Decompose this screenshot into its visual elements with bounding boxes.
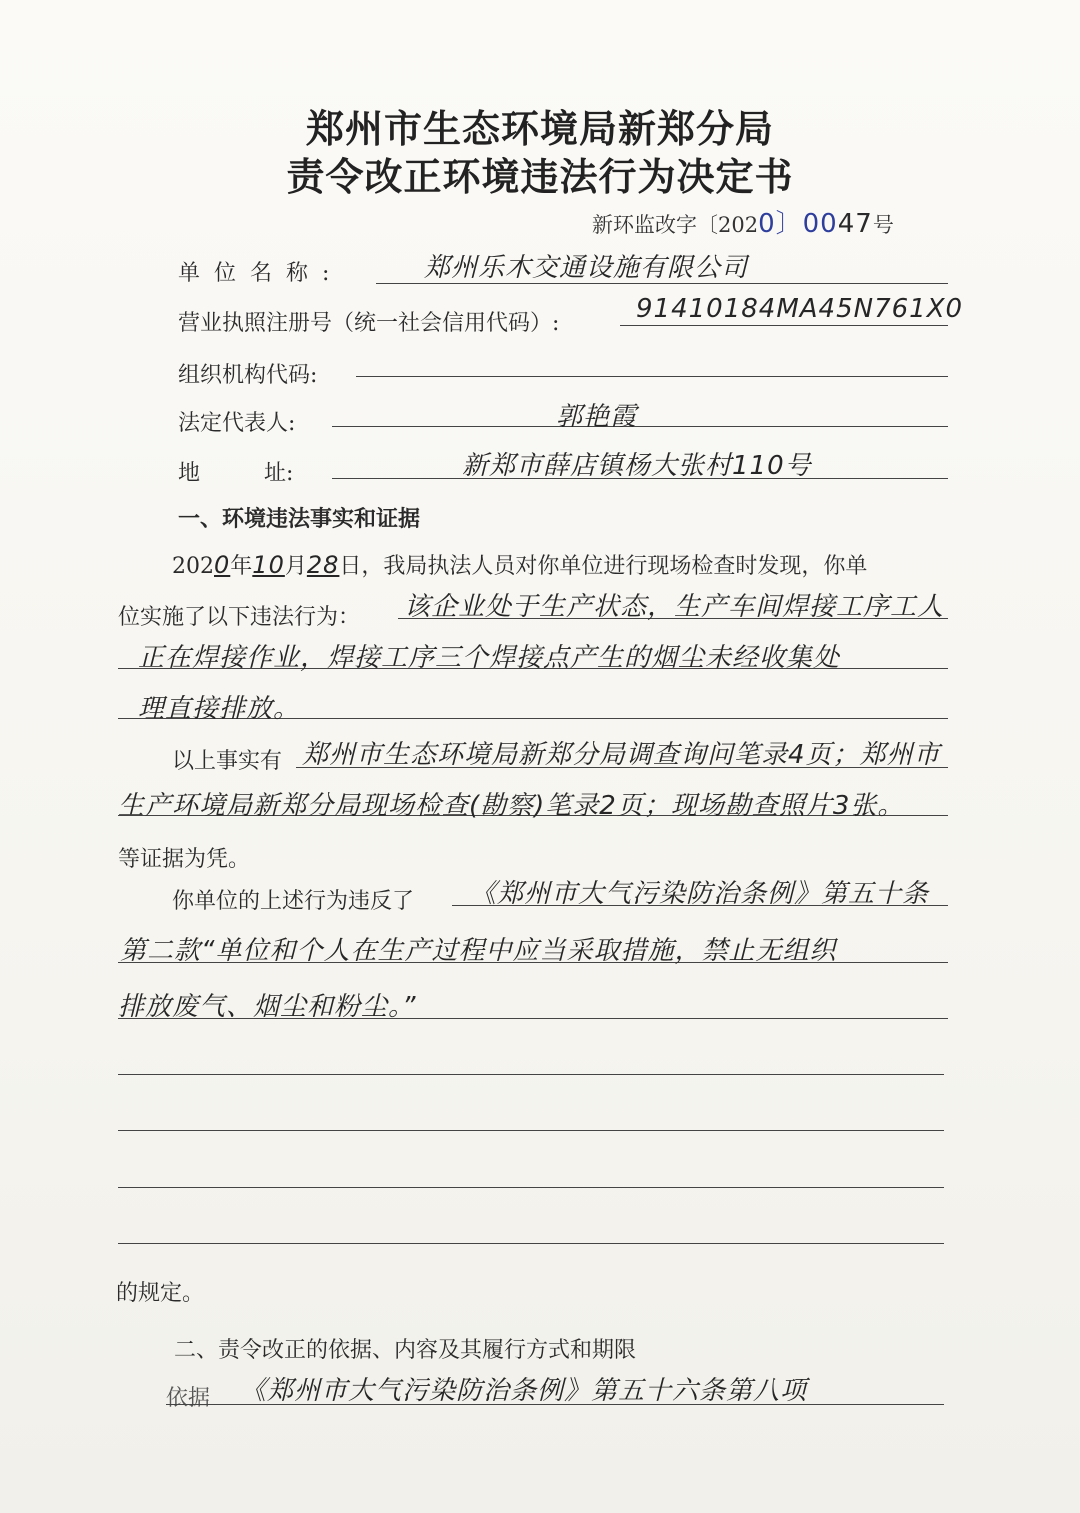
basis-value: 《郑州市大气污染防治条例》第五十六条第八项 [240,1376,808,1406]
unit-name-label: 单位名称: [178,261,344,286]
violated-line-2: 第二款“单位和个人在生产过程中应当采取措施，禁止无组织 [120,936,837,966]
legal-rep-underline [332,426,948,427]
violation-line-3: 理直接排放。 [138,694,301,724]
section-2-heading: 二、责令改正的依据、内容及其履行方式和期限 [174,1338,637,1363]
document-title: 责令改正环境违法行为决定书 [286,155,794,199]
blank-line-2 [118,1130,944,1131]
org-code-underline [356,376,948,377]
inspection-date-sentence: 2020年10月28日，我局执法人员对你单位进行现场检查时发现，你单 [172,551,868,579]
license-underline [620,325,948,326]
legal-rep-label: 法定代表人: [178,411,296,436]
evidence-outro: 等证据为凭。 [118,847,251,872]
basis-label: 依据 [166,1386,211,1411]
violated-line-3: 排放废气、烟尘和粉尘。” [118,992,417,1022]
document-number: 新环监改字〔2020〕0047号 [592,209,894,239]
blank-line-4 [118,1243,944,1244]
issuing-authority: 郑州市生态环境局新郑分局 [305,107,774,151]
address-label: 地 址: [178,461,294,486]
regulation-closing: 的规定。 [116,1281,205,1306]
address-value: 新郑市薛店镇杨大张村110号 [462,451,812,481]
violation-intro: 位实施了以下违法行为： [118,605,361,630]
evidence-intro: 以上事实有 [172,749,283,774]
blank-line-1 [118,1074,944,1075]
violation-line-2: 正在焊接作业，焊接工序三个焊接点产生的烟尘未经收集处 [138,643,841,673]
license-value: 91410184MA45N761X0 [636,294,964,324]
unit-name-value: 郑州乐木交通设施有限公司 [424,253,749,283]
legal-rep-value: 郭艳霞 [556,402,638,432]
evidence-line-1: 郑州市生态环境局新郑分局调查询问笔录4页；郑州市 [302,740,941,770]
license-label: 营业执照注册号（统一社会信用代码）: [178,311,560,336]
violation-line-1: 该企业处于生产状态，生产车间焊接工序工人 [404,592,945,622]
blank-line-3 [118,1187,944,1188]
section-1-heading: 一、环境违法事实和证据 [178,506,421,532]
violated-line-1: 《郑州市大气污染防治条例》第五十条 [470,879,930,909]
violated-intro: 你单位的上述行为违反了 [172,889,415,914]
evidence-line-2: 生产环境局新郑分局现场检查(勘察)笔录2页；现场勘查照片3张。 [118,791,905,821]
org-code-label: 组织机构代码: [178,363,318,388]
